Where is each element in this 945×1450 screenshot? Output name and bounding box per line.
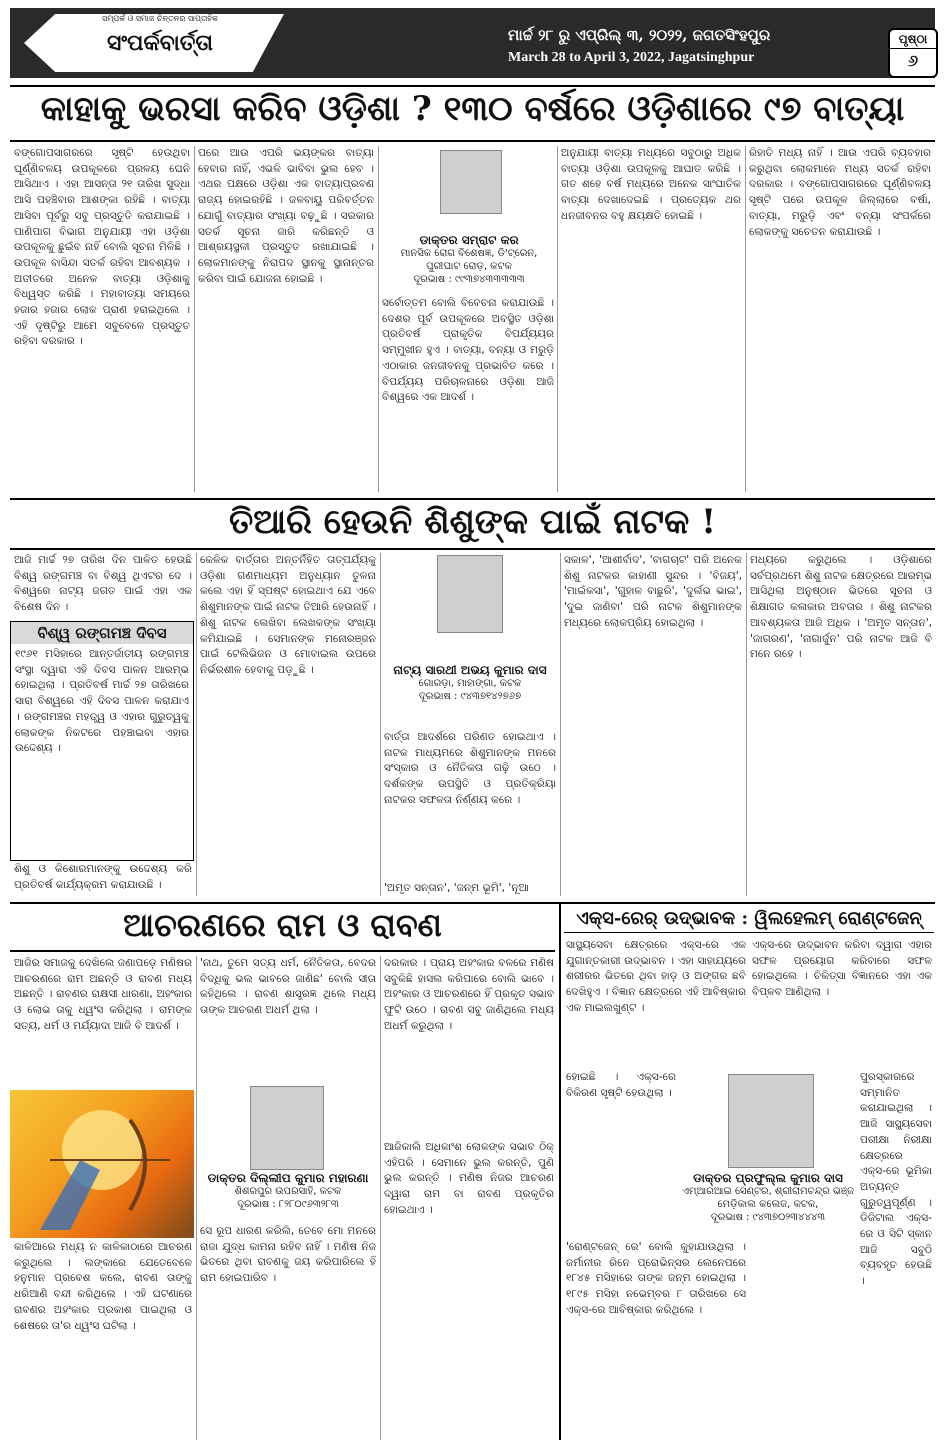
column-rule xyxy=(380,956,381,1440)
article3-col1b: କାଳିଆରେ ମଧ୍ୟ ନ କାଳିକାଠାରେ ଆଚରଣ କରୁଥିଲେ । ଲଙ୍କାରେ ଯେତେବେଳେ ହନୁମାନ ପ୍ରବେଶ କଲେ, ରାବଣ ତାଙ୍କୁ ଧରିଆଣି ବନ୍ଦୀ କରିଥିଲେ । ଏହି ଘଟଣାରେ ରାବଣର ଅହଂକାର ପ୍ରକାଶ ପାଇଥିଲା ଓ ଶେଷରେ ତା'ର ଧ୍ୱଂସ ଘଟିଲା । xyxy=(14,1241,192,1332)
author-photo xyxy=(250,1086,324,1170)
divider xyxy=(10,902,935,904)
article2-col3-tail: 'ଅମୃତ ସନ୍ତାନ', 'ଜନ୍ମ ଭୂମି', 'ନୂଆ xyxy=(384,882,529,894)
masthead xyxy=(10,8,935,78)
author-name: ଡାକ୍ତର ଦିଲ୍ଲୀପ କୁମାର ମହାରଣା xyxy=(207,1171,369,1185)
article3-headline: ଆଚରଣରେ ରାମ ଓ ରାବଣ xyxy=(123,906,442,944)
article2-col3: ବାର୍ତ୍ତା ଆଦର୍ଶରେ ପରିଣତ ହୋଇଥାଏ । ନାଟକ ମାଧ୍ୟମରେ ଶିଶୁମାନଙ୍କ ମନରେ ସଂସ୍କାର ଓ ନୈତିକତା ଗଢ଼ି ଉଠେ । ଦର୍ଶକଙ୍କ ଉପସ୍ଥିତି ଓ ପ୍ରତିକ୍ରିୟା ନାଟକର ସଫଳତା ନିର୍ଣ୍ଣୟ କରେ । xyxy=(384,731,556,806)
article2-col1: ଆଜି ମାର୍ଚ୍ଚ ୨୭ ତାରିଖ ଦିନ ପାଳିତ ହେଉଛି ବିଶ୍ୱ ରଙ୍ଗମଞ୍ଚ ବା ବିଶ୍ୱ ଥିଏଟର ଦେ । ବିଶ୍ୱରେ ନାଟ୍ୟ ଜଗତ ପାଇଁ ଏହା ଏକ ବିଶେଷ ଦିନ । xyxy=(14,554,192,614)
logo-text: ସଂପର୍କବାର୍ତ୍ତା xyxy=(107,30,213,56)
article2-headline: ତିଆରି ହେଉନି ଶିଶୁଙ୍କ ପାଇଁ ନାଟକ ! xyxy=(228,502,716,542)
article2-col5: ମଧ୍ୟରେ କରୁଥିଲେ । ଓଡ଼ିଶାରେ ସର୍ବପ୍ରଥମେ ଶିଶୁ ନାଟକ କ୍ଷେତ୍ରରେ ଆରମ୍ଭ ଆସିଥିଲା ଅନୁଷ୍ଠାନ ଭିତରେ ସୂଚନା ଓ ଶିକ୍ଷାଗତ କଳାକାର ଅବତାର । ଶିଶୁ ନାଟକର ଆବଶ୍ୟକତା ଆଜି ଅଧିକ । 'ଅମୃତ ସନ୍ତାନ', 'ଜାଗରଣ', 'ନାଗାର୍ଜୁନ' ପରି ନାଟକ ଆଜି ବି ମନେ ରହେ । xyxy=(750,554,932,661)
article3-col1: ଆଜିର ସମାଜକୁ ଦେଖିଲେ ଜଣାପଡ଼େ ମଣିଷର ଆଚରଣରେ ରାମ ଅଛନ୍ତି ଓ ରାବଣ ମଧ୍ୟ ଅଛନ୍ତି । ରାବଣର ରାକ୍ଷସୀ ଧାରଣା, ଅହଂକାର ଓ ଲୋଭ ତାକୁ ଧ୍ୱଂସ କରିଥିଲା । ରାମଙ୍କ ସତ୍ୟ, ଧର୍ମ ଓ ମର୍ଯ୍ୟାଦା ଆଜି ବି ଆଦର୍ଶ । xyxy=(14,957,192,1032)
sidebox-title: ବିଶ୍ୱ ରଙ୍ଗମଞ୍ଚ ଦିବସ xyxy=(11,622,193,644)
article3-col3b: ଆଜିକାଲି ଅଧିକାଂଶ ଲୋକଙ୍କ ସଭାବ ଠିକ୍ ଏହିପରି । ସେମାନେ ଭୁଲ କରନ୍ତି, ପୁଣି ଭୁଲ କରନ୍ତି । ମଣିଷ ନିଜର ଆଚରଣ ଦ୍ୱାରା ରାମ ବା ରାବଣ ପ୍ରକୃତିର ହୋଇଥାଏ । xyxy=(384,1141,554,1216)
date-english: March 28 to April 3, 2022, Jagatsinghpur xyxy=(508,50,755,65)
article2-col2: କେଳିକ ବାର୍ତ୍ତାର ଅନ୍ତର୍ନିହିତ ତାତ୍ପର୍ଯ୍ୟକୁ ଓଡ଼ିଶା ଗଣମାଧ୍ୟମ ଅନୁଧ୍ୟାନ ତୁଳନା କଲେ ଏହା ହିଁ ସ୍ପଷ୍ଟ ହୋଇଥାଏ ଯେ ଏବେ ଶିଶୁମାନଙ୍କ ପାଇଁ ନାଟକ ତିଆରି ହେଉନାହିଁ । ଶିଶୁ ନାଟକ ଲେଖିବା ଲେଖକଙ୍କ ସଂଖ୍ୟା କମିଯାଇଛି । ସେମାନଙ୍କ ମନୋରଞ୍ଜନ ପାଇଁ ଟେଲିଭିଜନ ଓ ମୋବାଇଲ ଉପରେ ନିର୍ଭରଶୀଳ ହେବାକୁ ପଡ଼ୁଛି । xyxy=(200,554,376,676)
author-place: ଶିଶରପୁର ଉପରସାହି, କଟକ xyxy=(234,1186,342,1197)
article2-col4: ସକାଳ', 'ଆଶୀର୍ବାଦ', 'ବାଗଚାଟ' ପରି ଅନେକ ଶିଶୁ ନାଟକର କାହାଣୀ ସୁନ୍ଦର । 'ବିଜୟ', 'ମାଇଁକସା', 'ଗୁହାଳ ବାଛୁରି', 'ଦୁର୍ଲଭ ଭାଇ', 'ଦୁଇ ଜାଣିବା' ପରି ନାଟକ ଶିଶୁମାନଙ୍କ ମଧ୍ୟରେ ଲୋକପ୍ରିୟ ହୋଇଥିଲା । xyxy=(564,554,742,629)
divider xyxy=(10,140,935,142)
article4-byline xyxy=(680,1172,856,1224)
author-name: ଡାକ୍ତର ସମ୍ରାଟ କର xyxy=(419,233,519,247)
article4-col1: ସାସ୍ଥ୍ୟସେବା କ୍ଷେତ୍ରରେ ଏକ୍ସ-ରେ ଏକ ଯୁଗାନ୍ତକାରୀ ଉଦ୍ଭାବନ । ଏହା ସାହାଯ୍ୟରେ ଶରୀରର ଭିତରେ ଥିବା ହାଡ଼ ଓ ଅଙ୍ଗର ଛବି ଦେଖିହୁଏ । ବିଜ୍ଞାନ କ୍ଷେତ୍ରରେ ଏହି ଆବିଷ୍କାର ଏକ ମାଇଲଖୁଣ୍ଟ । xyxy=(566,939,746,1014)
author-title: ମାନସିକ ରୋଗ ବିଶେଷଜ୍ଞ, ଡି'ଟ୍ରେନ, xyxy=(400,248,538,259)
column-rule xyxy=(559,904,561,1440)
page-label: ପୃଷ୍ଠା xyxy=(890,30,936,49)
article3-byline xyxy=(200,1172,376,1211)
author-phone: ଦୂରଭାଷ : ୯୪୩୭୦୨୩୪୪୪୩ xyxy=(710,1212,826,1223)
rama-archer-image xyxy=(10,1090,194,1238)
article4-col2: ଏକ୍ସ-ରେ ଉଦ୍ଭାବନ କରିବା ଦ୍ୱାରା ଏହାର ସଫଳ ପ୍ରୟୋଗ କରିବାରେ ସଫଳ ହୋଇଥିଲେ । ଚିକିତ୍ସା ବିଜ୍ଞାନରେ ଏହା ଏକ ବିପ୍ଳବ ଆଣିଥିଲା । xyxy=(752,939,932,999)
column-rule xyxy=(194,146,195,492)
author-title: ଏମ୍‌ଆରଆଇ ସେଣ୍ଟର, ଶ୍ରୀରାମଚନ୍ଦ୍ର ଭଞ୍ଜ xyxy=(682,1186,854,1197)
author-photo xyxy=(728,1074,814,1168)
article1-headline: କାହାକୁ ଭରସା କରିବ ଓଡ଼ିଶା ? ୧୩୦ ବର୍ଷରେ ଓଡ଼ିଶାରେ ୯୭ ବାତ୍ୟା xyxy=(40,89,905,129)
column-rule xyxy=(746,553,747,896)
article1-col1: ବଙ୍ଗୋପସାଗରରେ ସୃଷ୍ଟି ହେଉଥିବା ଘୂର୍ଣ୍ଣିବଳୟ ଉପକୂଳରେ ପ୍ରଳୟ ଘେନି ଆସିଥାଏ । ଏହା ଆସନ୍ତା ୨୧ ତାରିଖ ସୁଦ୍ଧା ଆସି ପହଞ୍ଚିବାର ଆଶଙ୍କା ରହିଛି । ବାତ୍ୟା ଆସିବା ପୂର୍ବରୁ ସବୁ ପ୍ରସ୍ତୁତି କରାଯାଇଛି । ପାଣିପାଗ ବିଭାଗ ଅନୁଯାୟୀ ଏହା ଓଡ଼ିଶା ଉପକୂଳକୁ ଛୁଇଁବ ନାହିଁ ବୋଲି ସୂଚନା ମିଳିଛି । ଉପକୂଳ ବାସିନ୍ଦା ସତର୍କ ରହିବା ଆବଶ୍ୟକ । ଅତୀତରେ ଅନେକ ବାତ୍ୟା ଓଡ଼ିଶାକୁ ବିଧ୍ୱସ୍ତ କରିଛି । ମହାବାତ୍ୟା ସମୟରେ ହଜାର ହଜାର ଲୋକ ପ୍ରାଣ ହରାଇଥିଲେ । ଏହି ଦୃଷ୍ଟିରୁ ଆମେ ସବୁବେଳେ ପ୍ରସ୍ତୁତ ରହିବା ଦରକାର । xyxy=(14,147,190,348)
article4-col2b: ପୁରସ୍କାରରେ ସମ୍ମାନିତ କରାଯାଇଥିଲା । ଆଜି ସାସ୍ଥ୍ୟସେବା ପରୀକ୍ଷା ନିରୀକ୍ଷା କ୍ଷେତ୍ରରେ ଏକ୍ସ-ରେ ଭୂମିକା ଅତ୍ୟନ୍ତ ଗୁରୁତ୍ୱପୂର୍ଣ୍ଣ । ଡିଜିଟାଲ ଏକ୍ସ-ରେ ଓ ସିଟି ସ୍କାନ ଆଜି ସବୁଠି ବ୍ୟବହୃତ ହେଉଛି । xyxy=(860,1071,932,1288)
article1-col3: ସର୍ବୋତ୍ତମ ବୋଲି ବିବେଚନା କରାଯାଉଛି । ଦେଶର ପୂର୍ବ ଉପକୂଳରେ ଅବସ୍ଥିତ ଓଡ଼ିଶା ପ୍ରତିବର୍ଷ ପ୍ରାକୃତିକ ବିପର୍ଯ୍ୟୟର ସମ୍ମୁଖୀନ ହୁଏ । ବାତ୍ୟା, ବନ୍ୟା ଓ ମରୁଡ଼ି ଏଠାକାର ଜନଜୀବନକୁ ପ୍ରଭାବିତ କରେ । ବିପର୍ଯ୍ୟୟ ପରିଚାଳନାରେ ଓଡ଼ିଶା ଆଜି ବିଶ୍ୱରେ ଏକ ଆଦର୍ଶ । xyxy=(382,297,554,404)
logo-tagline: ସମ୍ପର୍କ ଓ ସମାଜ ଚିନ୍ତନର ସାପ୍ତାହିକ xyxy=(102,14,218,23)
divider xyxy=(10,950,555,952)
author-photo xyxy=(440,150,502,214)
column-rule xyxy=(557,146,558,492)
author-phone: ଦୂରଭାଷ : ୯୯୩୭୪୩୩୩୩୩ xyxy=(413,274,525,285)
divider xyxy=(10,498,935,500)
column-rule xyxy=(745,146,746,492)
article1-byline xyxy=(384,234,554,286)
author-name: ଡାକ୍ତର ପ୍ରଫୁଲ୍ଲ କୁମାର ଦାସ xyxy=(693,1171,843,1185)
author-place: ମେଡ଼ିକାଲ କଲେଜ, କଟକ, xyxy=(717,1199,819,1210)
date-odia: ମାର୍ଚ୍ଚ ୨୮ ରୁ ଏପ୍ରିଲ୍ ୩, ୨୦୨୨, ଜଗତସିଂହପୁର xyxy=(508,26,771,44)
page-number: ୬ xyxy=(907,51,919,70)
article4-col1c: 'ରୋଣ୍ଟଜେନ୍ ରେ' ବୋଲି କୁହାଯାଉଥିଲା । ଜର୍ମାନୀର ରିନେ ପ୍ରୋଭିନ୍ସର ଲେନେପରେ ୧୮୪୫ ମସିହାରେ ତାଙ୍କ ଜନ୍ମ ହୋଇଥିଲା । ୧୮୯୫ ମସିହା ନଭେମ୍ବର ୮ ତାରିଖରେ ସେ ଏକ୍ସ-ରେ ଆବିଷ୍କାର କରିଥିଲେ । xyxy=(566,1241,746,1316)
article4-col1b: ହୋଇଛି । ଏକ୍ସ-ରେ ବିକିରଣ ସୃଷ୍ଟି ହେଉଥିଲା । xyxy=(566,1071,676,1099)
page-number-box xyxy=(888,28,938,78)
column-rule xyxy=(196,956,197,1440)
column-rule xyxy=(196,553,197,896)
article1-col2: ପରେ ଆଉ ଏପରି ଭୟଙ୍କର ବାତ୍ୟା ହେବାର ନାହିଁ, ଏଭଳି ଭାବିବା ଭୁଲ ହେବ । ଏଥର ପକ୍ଷରେ ଓଡ଼ିଶା ଏକ ବାତ୍ୟାପ୍ରବଣ ରାଜ୍ୟ ହୋଇରହିଛି । ଜଳବାୟୁ ପରିବର୍ତ୍ତନ ଯୋଗୁଁ ବାତ୍ୟାର ସଂଖ୍ୟା ବଢ଼ୁଛି । ସରକାର ସତର୍କ ସୂଚନା ଜାରି କରିଛନ୍ତି ଓ ଆଶ୍ରୟସ୍ଥଳୀ ପ୍ରସ୍ତୁତ ରଖାଯାଇଛି । ଲୋକମାନଙ୍କୁ ନିରାପଦ ସ୍ଥାନକୁ ସ୍ଥାନାନ୍ତର କରିବା ପାଇଁ ଯୋଜନା ହୋଇଛି । xyxy=(198,147,374,285)
article1-col5: ରିହାତି ମଧ୍ୟ ନାହିଁ । ଆଉ ଏପରି ବ୍ୟବହାର କରୁଥିବା ଲୋକମାନେ ମଧ୍ୟ ସତର୍କ ରହିବା ଦରକାର । ବଙ୍ଗୋପସାଗରରେ ଘୂର୍ଣ୍ଣିବଳୟ ସୃଷ୍ଟି ପରେ ଉପକୂଳ ଜିଲ୍ଲାରେ ବର୍ଷା, ବାତ୍ୟା, ମରୁଡ଼ି ଏବଂ ବନ୍ୟା ସଂପର୍କରେ ଲୋକଙ୍କୁ ସଚେତନ କରାଯାଉଛି । xyxy=(749,147,931,238)
divider xyxy=(10,548,935,550)
author-phone: ଦୂରଭାଷ : ୮୨୮୦୯୬୩୨୮୩ xyxy=(237,1199,339,1210)
sidebox-text: ୧୯୬୧ ମସିହାରେ ଆନ୍ତର୍ଜାତୀୟ ରଙ୍ଗମଞ୍ଚ ସଂସ୍ଥା ଦ୍ୱାରା ଏହି ଦିବସ ପାଳନ ଆରମ୍ଭ ହୋଇଥିଲା । ପ୍ରତିବର୍ଷ ମାର୍ଚ୍ଚ ୨୭ ତାରିଖରେ ସାରା ବିଶ୍ୱରେ ଏହି ଦିବସ ପାଳନ କରାଯାଏ । ରଙ୍ଗମଞ୍ଚର ମହତ୍ତ୍ୱ ଓ ଏହାର ଗୁରୁତ୍ୱକୁ ଲୋକଙ୍କ ନିକଟରେ ପହଞ୍ଚାଇବା ଏହାର ଉଦ୍ଦେଶ୍ୟ । xyxy=(15,648,189,755)
article2-byline xyxy=(384,664,556,703)
article3-col3: ଦରକାର । ପ୍ରାୟ ଅହଂକାର ବଳରେ ମଣିଷ ସବୁକିଛି ହାସଲ କରିପାରେ ବୋଲି ଭାବେ । ଅହଂକାର ଓ ଆଚରଣରେ ହିଁ ପ୍ରକୃତ ସଭାବ ଫୁଟି ଉଠେ । ରାବଣ ସବୁ ଜାଣିଥିଲେ ମଧ୍ୟ ଅଧର୍ମ କରୁଥିଲା । xyxy=(384,957,554,1032)
author-photo xyxy=(437,555,503,633)
article3-col2: 'ନାଥ, ତୁମେ ସତ୍ୟ ଧର୍ମ, ନୈତିକତା, ବେଦର ବିଦ୍ଧିକୁ ଭଲ ଭାବରେ ଜାଣିଛ' ବୋଲି ସୀତା କହିଥିଲେ । ରାବଣ ଶାସ୍ତ୍ରଜ୍ଞ ଥିଲେ ମଧ୍ୟ ତାଙ୍କ ଆଚରଣ ଅଧର୍ମ ଥିଲା । xyxy=(200,957,376,1017)
article4-headline: ଏକ୍ସ-ରେର୍ ଉଦ୍ଭାବକ : ୱିଲହେଲମ୍ ରୋଣ୍ଟଜେନ୍ xyxy=(576,908,922,929)
author-place: ଗୋରଡ଼ା, ମାହାଙ୍ଗା, କଟକ xyxy=(418,678,522,689)
rama-illustration xyxy=(10,1090,194,1238)
divider xyxy=(10,85,935,87)
sidebox xyxy=(10,621,194,861)
column-rule xyxy=(380,553,381,896)
divider xyxy=(564,932,934,933)
column-rule xyxy=(378,146,379,492)
author-name: ନାଟ୍ୟ ସାରଥୀ ଅଭୟ କୁମାର ଦାସ xyxy=(393,663,547,677)
article2-col1b: ଶିଶୁ ଓ କିଶୋରମାନଙ୍କୁ ଉଦ୍ଦେଶ୍ୟ କରି ପ୍ରତିବର୍ଷ କାର୍ଯ୍ୟକ୍ରମ କରାଯାଉଛି । xyxy=(14,863,192,891)
author-phone: ଦୂରଭାଷ : ୯୪୩୭୧୪୨୭୬୭ xyxy=(418,691,522,702)
column-rule xyxy=(560,553,561,896)
article3-col2b: ସେ ରୂପ ଧାରଣ କରିଲି, ତେବେ ମୋ ମନରେ ରାଜା ଯୁଦ୍ଧ କାମନା ରହିବ ନାହିଁ । ମଣିଷ ନିଜ ଭିତରେ ଥିବା ରାବଣକୁ ଜୟ କରିପାରିଲେ ହିଁ ରାମ ହୋଇପାରିବ । xyxy=(200,1225,376,1285)
author-place: ପୁରୀଘାଟ ରୋଡ଼, କଟକ xyxy=(426,261,512,272)
article1-col4: ଅନୁଯାୟୀ ବାତ୍ୟା ମଧ୍ୟରେ ସବୁଠାରୁ ଅଧିକ ବାତ୍ୟା ଓଡ଼ିଶା ଉପକୂଳକୁ ଆଘାତ କରିଛି । ଗତ ଶହେ ବର୍ଷ ମଧ୍ୟରେ ଅନେକ ସାଂଘାତିକ ବାତ୍ୟା ଦେଖାଦେଇଛି । ପ୍ରତ୍ୟେକ ଥର ଧନଜୀବନର ବହୁ କ୍ଷୟକ୍ଷତି ହୋଇଛି । xyxy=(561,147,741,222)
